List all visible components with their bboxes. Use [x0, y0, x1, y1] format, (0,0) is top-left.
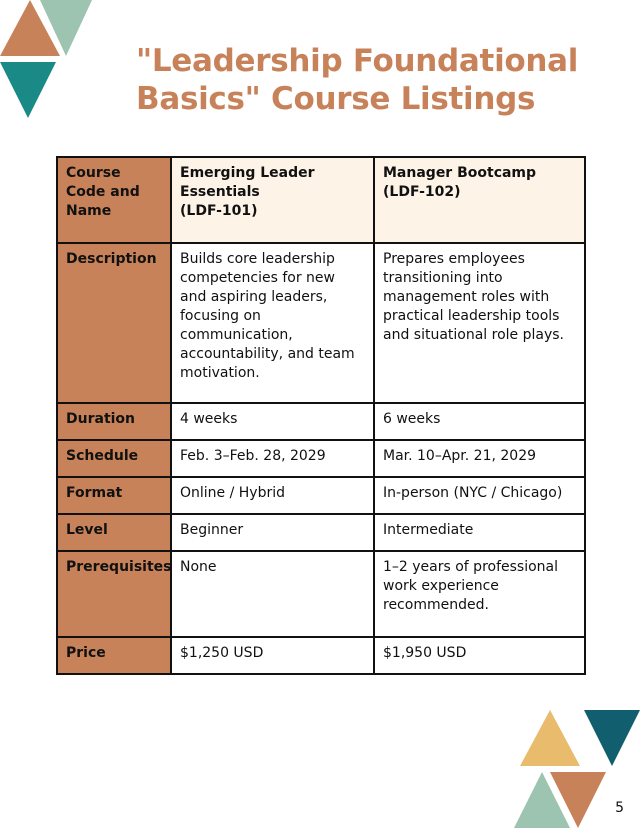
- course-name-line: Emerging Leader: [180, 165, 315, 181]
- row-label: Level: [57, 514, 171, 551]
- table-row-format: [57, 477, 585, 514]
- course-name-line: Essentials: [180, 184, 260, 200]
- dark-teal-triangle: [584, 710, 640, 766]
- table-row-description: [57, 243, 585, 403]
- page-title: "Leadership Foundational Basics" Course Listings: [136, 43, 579, 117]
- course-code: (LDF-101): [180, 203, 258, 219]
- row-label: Schedule: [57, 440, 171, 477]
- price-ldf-102: $1,950 USD: [374, 637, 585, 674]
- row-label: Description: [57, 243, 171, 403]
- teal-triangle: [0, 62, 56, 118]
- duration-ldf-101: 4 weeks: [171, 403, 374, 440]
- row-label: Format: [57, 477, 171, 514]
- level-ldf-102: Intermediate: [374, 514, 585, 551]
- row-label-course-code: Course Code and Name: [57, 157, 171, 243]
- table-row-prerequisites: [57, 551, 585, 637]
- row-label: Price: [57, 637, 171, 674]
- format-ldf-102: In-person (NYC / Chicago): [374, 477, 585, 514]
- top-left-triangle-decoration: [0, 0, 100, 124]
- gold-triangle: [520, 710, 580, 766]
- table-row-price: [57, 637, 585, 674]
- duration-ldf-102: 6 weeks: [374, 403, 585, 440]
- prerequisites-ldf-102: 1–2 years of professional work experience recommended.: [374, 551, 585, 637]
- table-row-level: [57, 514, 585, 551]
- table-row-duration: [57, 403, 585, 440]
- row-label: Prerequisites: [57, 551, 171, 637]
- table-row-schedule: [57, 440, 585, 477]
- schedule-ldf-102: Mar. 10–Apr. 21, 2029: [374, 440, 585, 477]
- schedule-ldf-101: Feb. 3–Feb. 28, 2029: [171, 440, 374, 477]
- table-header-row: [57, 157, 585, 243]
- row-label: Duration: [57, 403, 171, 440]
- page-number: 5: [615, 800, 624, 816]
- description-ldf-101: Builds core leadership competencies for new and aspiring leaders, focusing on communication, accountability, and team motivation.: [171, 243, 374, 403]
- course-name-line: Manager Bootcamp: [383, 165, 537, 181]
- price-ldf-101: $1,250 USD: [171, 637, 374, 674]
- course-header-ldf-101: [171, 157, 374, 243]
- prerequisites-ldf-101: None: [171, 551, 374, 637]
- course-listings-table: [56, 156, 586, 675]
- level-ldf-101: Beginner: [171, 514, 374, 551]
- description-ldf-102: Prepares employees transitioning into management roles with practical leadership tools and situational role plays.: [374, 243, 585, 403]
- format-ldf-101: Online / Hybrid: [171, 477, 374, 514]
- course-header-ldf-102: [374, 157, 585, 243]
- course-code: (LDF-102): [383, 184, 461, 200]
